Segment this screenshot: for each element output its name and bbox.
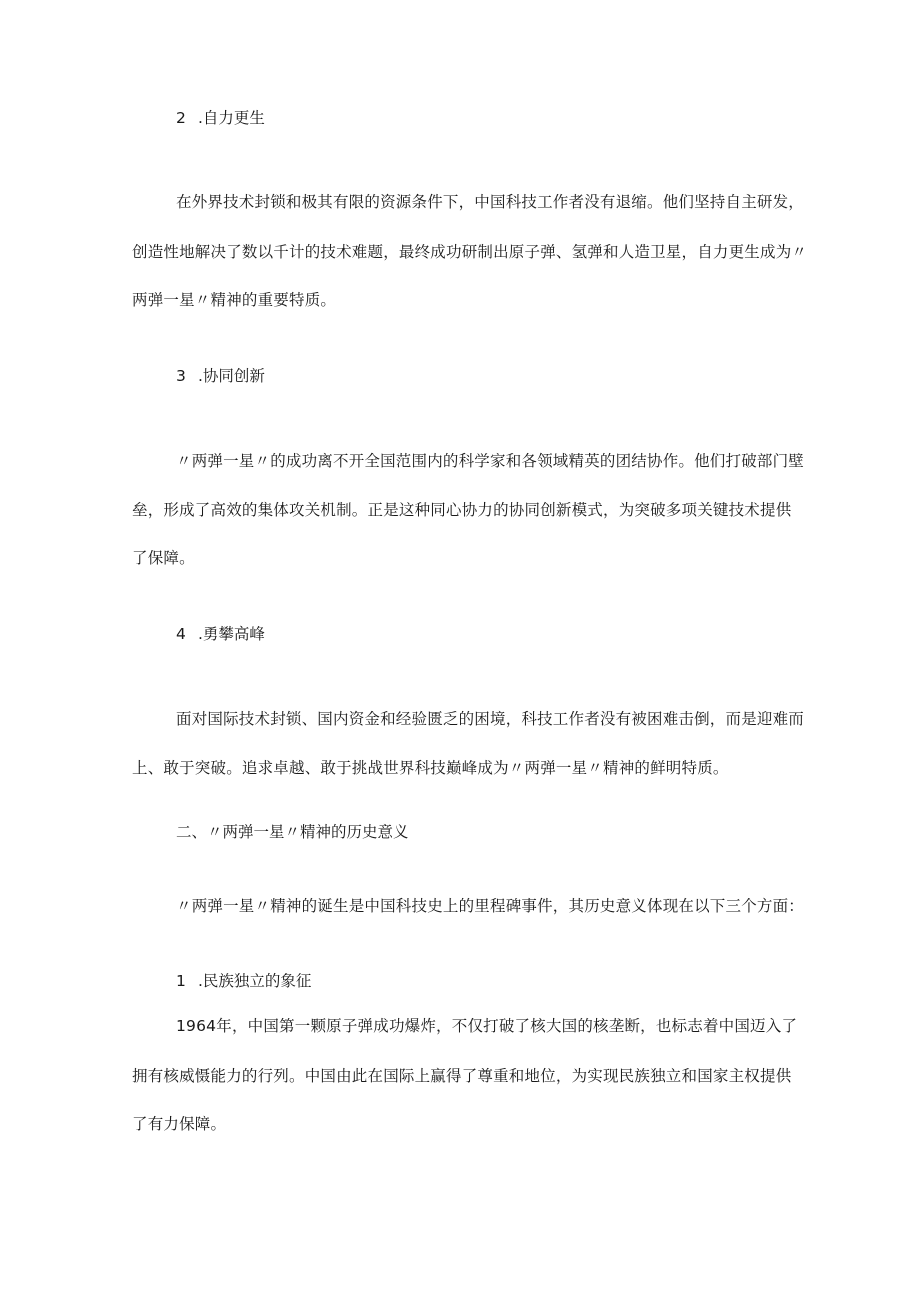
paragraph-line: 在外界技术封锁和极其有限的资源条件下，中国科技工作者没有退缩。他们坚持自主研发， [176,193,805,211]
section-heading-2 [176,108,265,128]
part-heading: 二、〃两弹一星〃精神的历史意义 [176,823,409,841]
section-title: .协同创新 [198,367,265,385]
section-number: 3 [176,367,186,385]
section-heading-4 [176,624,265,644]
section-title: .勇攀高峰 [198,625,265,643]
point-title: .民族独立的象征 [198,972,312,990]
paragraph-line: 了保障。 [132,549,195,567]
paragraph-line: 面对国际技术封锁、国内资金和经验匮乏的困境，科技工作者没有被困难击倒，而是迎难而 [176,710,805,728]
paragraph-line: 了有力保障。 [132,1115,227,1133]
point-heading-1 [176,971,311,991]
paragraph-line: 上、敢于突破。追求卓越、敢于挑战世界科技巅峰成为〃两弹一星〃精神的鲜明特质。 [132,759,729,777]
section-title: .自力更生 [198,109,265,127]
point-number: 1 [176,972,186,990]
paragraph-line: 〃两弹一星〃精神的诞生是中国科技史上的里程碑事件，其历史意义体现在以下三个方面： [176,897,805,915]
paragraph-line: 垒，形成了高效的集体攻关机制。正是这种同心协力的协同创新模式，为突破多项关键技术提供 [132,501,792,519]
section-number: 2 [176,109,186,127]
paragraph-line: 两弹一星〃精神的重要特质。 [132,291,337,309]
section-heading-3 [176,366,265,386]
paragraph-line: 创造性地解决了数以千计的技术难题，最终成功研制出原子弹、氢弹和人造卫星，自力更生成为〃 [132,243,808,261]
paragraph-line: 1964年，中国第一颗原子弹成功爆炸，不仅打破了核大国的核垄断，也标志着中国迈入了 [176,1017,798,1035]
section-number: 4 [176,625,186,643]
paragraph-line: 〃两弹一星〃的成功离不开全国范围内的科学家和各领域精英的团结协作。他们打破部门壁 [176,452,805,470]
paragraph-line: 拥有核威慑能力的行列。中国由此在国际上赢得了尊重和地位，为实现民族独立和国家主权提供 [132,1067,792,1085]
